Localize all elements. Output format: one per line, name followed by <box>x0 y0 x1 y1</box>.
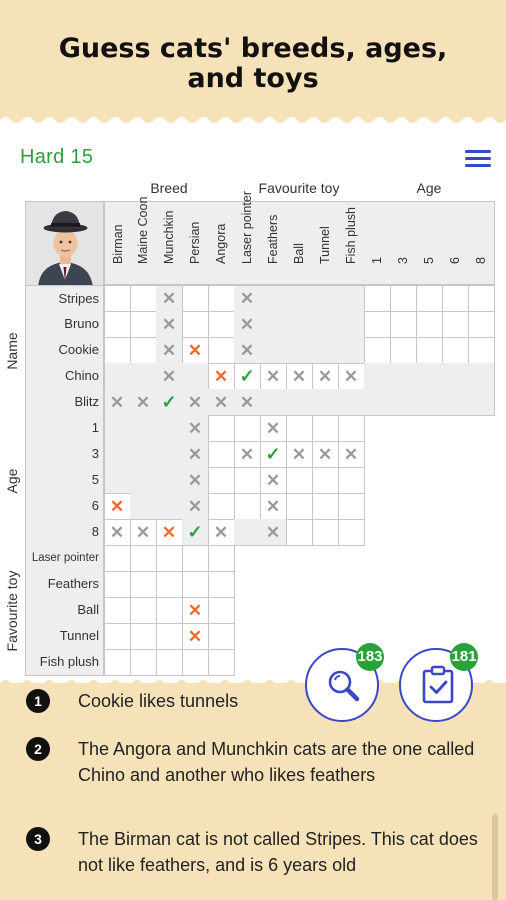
column-header <box>130 196 157 285</box>
group-label-age: Age <box>416 180 442 196</box>
column-header <box>182 201 209 285</box>
cross-mark: ✕ <box>187 392 203 412</box>
row-label: Cookie <box>25 337 104 364</box>
clue-number: 3 <box>26 827 50 851</box>
grid-cell[interactable] <box>130 493 157 520</box>
grid-cell[interactable] <box>130 545 157 572</box>
grid-cell[interactable] <box>104 467 131 494</box>
grid-cell[interactable] <box>312 415 339 442</box>
row-label: 5 <box>25 467 104 494</box>
cross-mark: ✕ <box>161 288 177 308</box>
grid-cell[interactable] <box>260 311 287 338</box>
cross-mark: ✕ <box>239 444 255 464</box>
grid-cell[interactable] <box>338 311 365 338</box>
grid-cell[interactable] <box>338 519 365 546</box>
column-header <box>416 201 443 285</box>
grid-cell[interactable] <box>338 285 365 312</box>
cross-mark: ✕ <box>187 470 203 490</box>
row-label: Laser pointer <box>25 545 104 572</box>
grid-cell[interactable] <box>338 389 365 416</box>
row-label: 6 <box>25 493 104 520</box>
grid-cell[interactable] <box>468 285 495 312</box>
detective-avatar <box>25 201 104 286</box>
cross-mark: ✕ <box>239 314 255 334</box>
grid-cell[interactable] <box>286 493 313 520</box>
grid-cell[interactable] <box>130 285 157 312</box>
cross-mark: ✕ <box>161 522 177 542</box>
column-header-label: 5 <box>422 257 436 264</box>
column-header <box>208 201 235 285</box>
row-label: Feathers <box>25 571 104 598</box>
clue-text: The Birman cat is not called Stripes. This cat does not like feathers, and is 6 years old <box>78 829 478 875</box>
column-header-label: 1 <box>370 257 384 264</box>
cross-mark: ✕ <box>213 392 229 412</box>
grid-cell[interactable] <box>104 441 131 468</box>
cross-mark: ✕ <box>265 470 281 490</box>
grid-cell[interactable] <box>156 441 183 468</box>
clipboard-check-icon <box>420 665 456 705</box>
check-mark: ✓ <box>161 392 177 412</box>
grid-cell[interactable] <box>416 389 443 416</box>
grid-cell[interactable] <box>260 337 287 364</box>
grid-cell[interactable] <box>182 285 209 312</box>
grid-cell[interactable] <box>416 363 443 390</box>
cross-mark: ✕ <box>187 418 203 438</box>
column-header-label: 3 <box>396 257 410 264</box>
wave-divider <box>0 114 506 124</box>
column-header-label: Angora <box>214 223 228 264</box>
column-header-label: Feathers <box>266 214 280 264</box>
grid-cell[interactable] <box>234 415 261 442</box>
row-label: Ball <box>25 597 104 624</box>
grid-cell[interactable] <box>312 311 339 338</box>
magnifier-icon <box>325 667 361 703</box>
check-mark: ✓ <box>239 366 255 386</box>
grid-cell[interactable] <box>416 311 443 338</box>
grid-cell[interactable] <box>260 389 287 416</box>
grid-cell[interactable] <box>130 623 157 650</box>
column-header-label: 8 <box>474 257 488 264</box>
check-mark: ✓ <box>265 444 281 464</box>
check-mark: ✓ <box>187 522 203 542</box>
column-header-label: Birman <box>110 224 125 264</box>
grid-cell[interactable] <box>312 467 339 494</box>
cross-mark: ✕ <box>343 366 359 386</box>
grid-cell[interactable] <box>286 311 313 338</box>
grid-cell[interactable] <box>104 545 131 572</box>
grid-cell[interactable] <box>416 285 443 312</box>
grid-cell[interactable] <box>364 311 391 338</box>
group-label-age-rows: Age <box>4 468 20 494</box>
grid-cell[interactable] <box>208 467 235 494</box>
grid-cell[interactable] <box>312 389 339 416</box>
grid-cell[interactable] <box>130 467 157 494</box>
cross-mark: ✕ <box>109 392 125 412</box>
column-header-label: Munchkin <box>162 210 176 264</box>
grid-cell[interactable] <box>156 649 183 676</box>
grid-cell[interactable] <box>234 467 261 494</box>
cross-mark: ✕ <box>265 496 281 516</box>
clue-number: 2 <box>26 737 50 761</box>
difficulty-label: Hard 15 <box>20 146 94 168</box>
cross-mark: ✕ <box>109 496 125 516</box>
banner <box>0 0 506 124</box>
cross-mark: ✕ <box>317 366 333 386</box>
cross-mark: ✕ <box>135 392 151 412</box>
grid-cell[interactable] <box>390 311 417 338</box>
banner-title-line1: Guess cats' breeds, ages, <box>58 33 448 64</box>
hint-count-badge: 183 <box>356 643 384 671</box>
grid-cell[interactable] <box>208 285 235 312</box>
row-label: Stripes <box>25 285 104 312</box>
cross-mark: ✕ <box>239 340 255 360</box>
column-header <box>442 201 469 285</box>
cross-mark: ✕ <box>343 444 359 464</box>
column-header <box>364 201 391 285</box>
menu-button[interactable] <box>463 147 493 169</box>
grid-cell[interactable] <box>130 415 157 442</box>
column-header <box>286 201 313 285</box>
cross-mark: ✕ <box>213 366 229 386</box>
cross-mark: ✕ <box>265 522 281 542</box>
grid-cell[interactable] <box>286 337 313 364</box>
grid-cell[interactable] <box>468 389 495 416</box>
grid-cell[interactable] <box>104 285 131 312</box>
grid-cell[interactable] <box>364 389 391 416</box>
cross-mark: ✕ <box>187 444 203 464</box>
grid-cell[interactable] <box>234 519 261 546</box>
grid-cell[interactable] <box>208 337 235 364</box>
group-label-name: Name <box>4 332 20 370</box>
grid-cell[interactable] <box>104 597 131 624</box>
grid-cell[interactable] <box>156 597 183 624</box>
cross-mark: ✕ <box>265 418 281 438</box>
grid-cell[interactable] <box>338 467 365 494</box>
column-header <box>312 201 339 285</box>
grid-cell[interactable] <box>130 597 157 624</box>
column-header <box>390 201 417 285</box>
grid-cell[interactable] <box>390 389 417 416</box>
grid-cell[interactable] <box>208 571 235 598</box>
grid-cell[interactable] <box>208 649 235 676</box>
grid-cell[interactable] <box>182 311 209 338</box>
grid-cell[interactable] <box>312 285 339 312</box>
grid-cell[interactable] <box>104 337 131 364</box>
row-label: 3 <box>25 441 104 468</box>
grid-cell[interactable] <box>208 623 235 650</box>
group-label-breed: Breed <box>150 180 188 196</box>
grid-cell[interactable] <box>104 311 131 338</box>
grid-cell[interactable] <box>130 649 157 676</box>
grid-cell[interactable] <box>442 337 469 364</box>
grid-cell[interactable] <box>104 363 131 390</box>
clue-text: Cookie likes tunnels <box>78 691 239 711</box>
grid-cell[interactable] <box>364 363 391 390</box>
row-label: Tunnel <box>25 623 104 650</box>
column-header <box>104 201 131 285</box>
grid-cell[interactable] <box>364 285 391 312</box>
grid-cell[interactable] <box>130 571 157 598</box>
cross-mark: ✕ <box>187 340 203 360</box>
grid-cell[interactable] <box>208 311 235 338</box>
grid-cell[interactable] <box>130 311 157 338</box>
grid-cell[interactable] <box>208 545 235 572</box>
cross-mark: ✕ <box>187 600 203 620</box>
cross-mark: ✕ <box>213 522 229 542</box>
cross-mark: ✕ <box>161 366 177 386</box>
column-header-label: 6 <box>448 257 462 264</box>
grid-cell[interactable] <box>208 597 235 624</box>
grid-cell[interactable] <box>234 493 261 520</box>
clues-scrollbar[interactable] <box>492 814 498 900</box>
banner-title <box>0 34 506 94</box>
grid-cell[interactable] <box>104 649 131 676</box>
grid-cell[interactable] <box>260 285 287 312</box>
grid-cell[interactable] <box>390 363 417 390</box>
cross-mark: ✕ <box>317 444 333 464</box>
grid-cell[interactable] <box>156 623 183 650</box>
grid-cell[interactable] <box>312 519 339 546</box>
grid-cell[interactable] <box>364 337 391 364</box>
grid-cell[interactable] <box>442 285 469 312</box>
column-header-label: Tunnel <box>318 226 332 264</box>
grid-cell[interactable] <box>208 415 235 442</box>
grid-cell[interactable] <box>156 545 183 572</box>
column-header <box>468 201 495 285</box>
column-header <box>156 201 183 285</box>
row-label: Blitz <box>25 389 104 416</box>
clue-number: 1 <box>26 689 50 713</box>
grid-cell[interactable] <box>156 493 183 520</box>
column-header-label: Persian <box>188 221 202 264</box>
grid-cell[interactable] <box>182 545 209 572</box>
column-header <box>338 201 365 285</box>
grid-cell[interactable] <box>104 415 131 442</box>
grid-cell[interactable] <box>442 363 469 390</box>
grid-cell[interactable] <box>208 493 235 520</box>
grid-cell[interactable] <box>156 415 183 442</box>
grid-cell[interactable] <box>338 337 365 364</box>
grid-cell[interactable] <box>156 467 183 494</box>
check-count-badge: 181 <box>450 643 478 671</box>
grid-cell[interactable] <box>416 337 443 364</box>
cross-mark: ✕ <box>291 444 307 464</box>
column-header-label: Laser pointer <box>240 191 254 264</box>
grid-cell[interactable] <box>182 571 209 598</box>
cross-mark: ✕ <box>187 626 203 646</box>
grid-cell[interactable] <box>286 389 313 416</box>
column-header-label: Fish plush <box>344 207 358 264</box>
cross-mark: ✕ <box>109 522 125 542</box>
grid-cell[interactable] <box>286 285 313 312</box>
grid-cell[interactable] <box>104 571 131 598</box>
group-label-toy-rows: Favourite toy <box>4 570 20 652</box>
grid-cell[interactable] <box>130 363 157 390</box>
grid-cell[interactable] <box>130 441 157 468</box>
column-header <box>260 201 287 285</box>
cross-mark: ✕ <box>291 366 307 386</box>
cross-mark: ✕ <box>239 288 255 308</box>
cross-mark: ✕ <box>161 340 177 360</box>
grid-cell[interactable] <box>312 493 339 520</box>
grid-cell[interactable] <box>182 363 209 390</box>
banner-title-line2: and toys <box>187 63 319 94</box>
grid-cell[interactable] <box>286 415 313 442</box>
grid-cell[interactable] <box>156 571 183 598</box>
grid-cell[interactable] <box>442 389 469 416</box>
cross-mark: ✕ <box>161 314 177 334</box>
group-label-toy: Favourite toy <box>258 180 340 196</box>
row-label: 1 <box>25 415 104 442</box>
grid-cell[interactable] <box>104 623 131 650</box>
grid-cell[interactable] <box>390 337 417 364</box>
clue-text: The Angora and Munchkin cats are the one called Chino and another who likes feathers <box>78 739 475 785</box>
row-label: Chino <box>25 363 104 390</box>
cross-mark: ✕ <box>135 522 151 542</box>
row-label: Bruno <box>25 311 104 338</box>
grid-cell[interactable] <box>130 337 157 364</box>
grid-cell[interactable] <box>312 337 339 364</box>
row-label: Fish plush <box>25 649 104 676</box>
cross-mark: ✕ <box>239 392 255 412</box>
grid-cell[interactable] <box>390 285 417 312</box>
grid-cell[interactable] <box>208 441 235 468</box>
column-header-label: Ball <box>292 243 306 264</box>
grid-cell[interactable] <box>338 493 365 520</box>
cross-mark: ✕ <box>265 366 281 386</box>
row-label: 8 <box>25 519 104 546</box>
column-header-label: Maine Coon <box>136 196 150 264</box>
column-header <box>234 191 261 285</box>
grid-cell[interactable] <box>182 649 209 676</box>
grid-cell[interactable] <box>338 415 365 442</box>
grid-cell[interactable] <box>468 363 495 390</box>
grid-cell[interactable] <box>286 519 313 546</box>
grid-cell[interactable] <box>468 311 495 338</box>
grid-cell[interactable] <box>286 467 313 494</box>
cross-mark: ✕ <box>187 496 203 516</box>
grid-cell[interactable] <box>442 311 469 338</box>
grid-cell[interactable] <box>468 337 495 364</box>
